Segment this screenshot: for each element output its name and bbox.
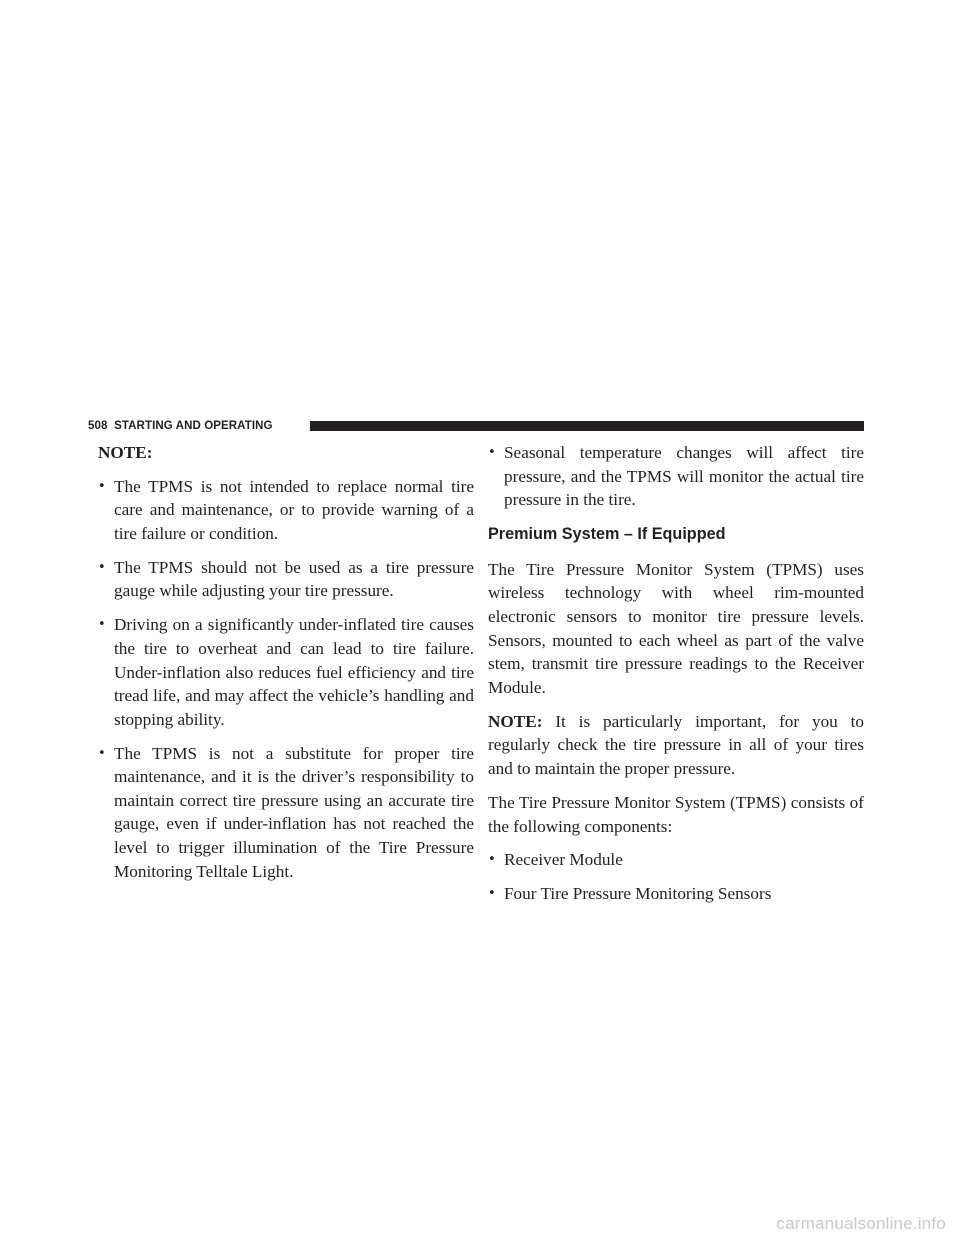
list-item [98,475,474,546]
list-item [488,441,864,512]
list-item [98,613,474,731]
bullet-icon: • [488,886,496,902]
bullet-icon: • [488,445,496,460]
page-number: 508 [88,420,108,432]
section-title: STARTING AND OPERATING [114,420,273,432]
body-paragraph: The Tire Pressure Monitor System (TPMS) consists of the following components: [488,792,864,836]
bullet-text: The TPMS is not intended to replace normal tire care and maintenance, or to provide warning of a tire failure or condition. [114,476,474,543]
list-item [488,882,864,906]
note-bullet-list [98,475,474,884]
bullet-text: The TPMS should not be used as a tire pressure gauge while adjusting your tire pressure. [114,557,474,601]
list-item [98,742,474,884]
bullet-text: Four Tire Pressure Monitoring Sensors [504,884,772,904]
note-heading: NOTE: [98,443,153,462]
bullet-icon: • [488,852,496,868]
list-item [488,848,864,872]
bullet-icon: • [98,559,106,575]
running-head [88,420,281,433]
bullet-icon: • [98,617,106,633]
bullet-text: Receiver Module [504,850,623,870]
note-label: NOTE: [488,711,543,731]
page-header [88,420,864,433]
section-heading: Premium System – If Equipped [488,524,726,543]
list-item [98,556,474,603]
bullet-text: The TPMS is not a substitute for proper tire maintenance, and it is the driver’s responsibility to maintain correct tire pressure using an accurate tire gauge, even if under-inflation has not reached the level to trigger illumination of the Tire Pressure Monitoring Telltale Light. [114,743,474,881]
left-column [98,441,474,894]
continued-bullet-list [488,441,864,512]
bullet-text: Driving on a significantly under-inflated tire causes the tire to overheat and can lead to tire failure. Under-inflation also reduces fuel efficiency and tire tread life, and may affect the vehicle’s handling and stopping ability. [114,615,474,729]
bullet-icon: • [98,478,106,494]
note-paragraph [488,710,864,781]
body-paragraph: The Tire Pressure Monitor System (TPMS) uses wireless technology with wheel rim-mounted electronic sensors to monitor tire pressure levels. Sensors, mounted to each wheel as part of the valve stem, transmit tire pressure readings to the Receiver Module. [488,559,864,697]
note-text: It is particularly important, for you to regularly check the tire pressure in all of your tires and to maintain the proper pressure. [488,711,865,778]
watermark: carmanualsonline.info [776,1214,946,1233]
components-list [488,848,864,906]
header-rule [310,421,864,431]
bullet-icon: • [98,745,106,761]
bullet-text: Seasonal temperature changes will affect tire pressure, and the TPMS will monitor the actual tire pressure in the tire. [504,443,864,510]
right-column [488,441,864,916]
